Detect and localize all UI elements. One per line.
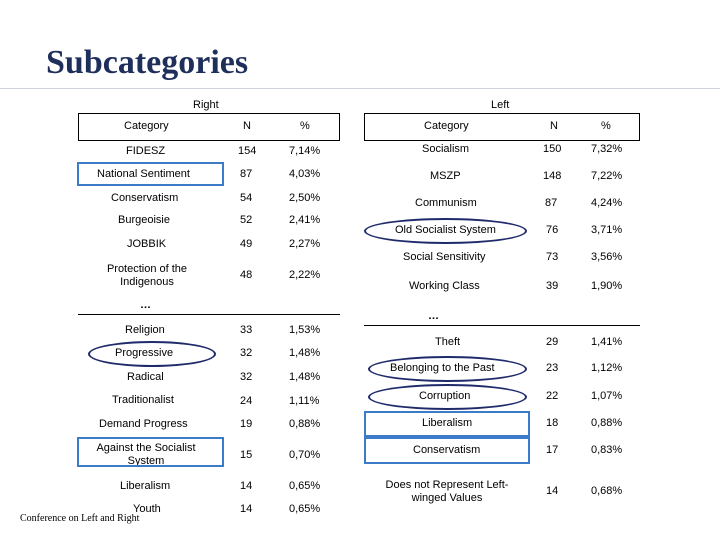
highlight-box-liberalism — [364, 411, 530, 437]
right-row-11-n: 24 — [240, 395, 253, 407]
left-row-10-n: 22 — [546, 390, 559, 402]
right-header-percent: % — [300, 120, 310, 132]
right-row-14-category: Liberalism — [120, 480, 171, 492]
right-row-9-category: Progressive — [115, 347, 174, 359]
left-row-2-category: MSZP — [430, 170, 461, 182]
left-row-9-pct: 1,12% — [591, 362, 623, 374]
left-header-category: Category — [424, 120, 469, 132]
left-row-6-n: 39 — [546, 280, 559, 292]
right-row-10-category: Radical — [127, 371, 164, 383]
right-row-5-category: JOBBIK — [127, 238, 167, 250]
highlight-ellipse-progressive — [88, 341, 216, 367]
right-row-5-pct: 2,27% — [289, 238, 321, 250]
right-row-1-n: 154 — [238, 145, 257, 157]
left-header-rule — [364, 140, 640, 141]
left-row-ellipsis: … — [428, 310, 439, 322]
left-row-10-pct: 1,07% — [591, 390, 623, 402]
right-row-5-n: 49 — [240, 238, 253, 250]
right-row-1-pct: 7,14% — [289, 145, 321, 157]
left-top-border — [364, 113, 640, 114]
right-row-9-n: 32 — [240, 347, 253, 359]
right-row-8-category: Religion — [125, 324, 165, 336]
highlight-box-against-socialist-system — [77, 437, 224, 467]
highlight-box-national-sentiment — [77, 162, 224, 186]
right-row-15-category: Youth — [133, 503, 161, 515]
right-row-6-pct: 2,22% — [289, 269, 321, 281]
right-row-2-category: National Sentiment — [97, 168, 190, 180]
right-row-13-category: Against the Socialist System — [96, 442, 196, 467]
right-row-14-n: 14 — [240, 480, 253, 492]
right-row-15-n: 14 — [240, 503, 253, 515]
right-row-8-n: 33 — [240, 324, 253, 336]
right-row-6-category: Protection of the Indigenous — [106, 263, 188, 288]
left-table-label: Left — [491, 99, 510, 111]
left-left-border — [364, 113, 365, 141]
right-row-14-pct: 0,65% — [289, 480, 321, 492]
left-row-1-n: 150 — [543, 143, 562, 155]
left-row-1-pct: 7,32% — [591, 143, 623, 155]
left-row-4-category: Old Socialist System — [395, 224, 496, 236]
right-row-3-n: 54 — [240, 192, 253, 204]
left-row-9-n: 23 — [546, 362, 559, 374]
right-row-6-n: 48 — [240, 269, 253, 281]
right-row-9-pct: 1,48% — [289, 347, 321, 359]
left-row-3-pct: 4,24% — [591, 197, 623, 209]
right-row-4-pct: 2,41% — [289, 214, 321, 226]
left-row-9-category: Belonging to the Past — [390, 362, 495, 374]
left-row-6-pct: 1,90% — [591, 280, 623, 292]
left-row-12-n: 17 — [546, 444, 559, 456]
left-row-4-n: 76 — [546, 224, 559, 236]
right-row-11-category: Traditionalist — [112, 394, 174, 406]
left-gap-rule — [364, 325, 640, 326]
right-header-n: N — [243, 120, 251, 132]
right-row-2-pct: 4,03% — [289, 168, 321, 180]
right-row-3-pct: 2,50% — [289, 192, 321, 204]
right-row-12-category: Demand Progress — [99, 418, 188, 430]
right-row-13-pct: 0,70% — [289, 449, 321, 461]
highlight-ellipse-old-socialist-system — [364, 218, 527, 244]
left-row-13-n: 14 — [546, 485, 559, 497]
left-row-2-pct: 7,22% — [591, 170, 623, 182]
right-row-4-n: 52 — [240, 214, 253, 226]
right-row-15-pct: 0,65% — [289, 503, 321, 515]
left-row-1-category: Socialism — [422, 143, 470, 155]
right-header-category: Category — [124, 120, 169, 132]
left-row-2-n: 148 — [543, 170, 562, 182]
left-header-n: N — [550, 120, 558, 132]
right-top-border — [78, 113, 340, 114]
left-row-13-category: Does not Represent Left-winged Values — [385, 479, 509, 504]
right-left-border — [78, 113, 79, 141]
right-row-13-n: 15 — [240, 449, 253, 461]
left-row-12-category: Conservatism — [413, 444, 481, 456]
right-row-10-n: 32 — [240, 371, 253, 383]
left-row-3-n: 87 — [545, 197, 558, 209]
highlight-box-conservatism — [364, 437, 530, 464]
right-row-12-pct: 0,88% — [289, 418, 321, 430]
right-row-12-n: 19 — [240, 418, 253, 430]
right-row-1-category: FIDESZ — [126, 145, 166, 157]
left-row-11-category: Liberalism — [422, 417, 473, 429]
left-row-10-category: Corruption — [419, 390, 471, 402]
right-gap-rule — [78, 314, 340, 315]
slide-footer: Conference on Left and Right — [20, 513, 140, 524]
right-row-2-n: 87 — [240, 168, 253, 180]
right-header-rule — [78, 140, 340, 141]
right-table-label: Right — [193, 99, 219, 111]
left-row-8-n: 29 — [546, 336, 559, 348]
right-row-10-pct: 1,48% — [289, 371, 321, 383]
right-row-11-pct: 1,11% — [289, 395, 320, 407]
slide-title: Subcategories — [46, 44, 249, 81]
title-divider — [0, 88, 720, 89]
right-row-ellipsis: … — [140, 299, 151, 311]
left-header-percent: % — [601, 120, 611, 132]
left-row-3-category: Communism — [415, 197, 477, 209]
left-row-6-category: Working Class — [409, 280, 480, 292]
left-row-5-pct: 3,56% — [591, 251, 623, 263]
left-row-5-category: Social Sensitivity — [403, 251, 486, 263]
left-row-4-pct: 3,71% — [591, 224, 623, 236]
left-row-12-pct: 0,83% — [591, 444, 623, 456]
left-right-border — [639, 113, 640, 141]
highlight-ellipse-corruption — [368, 384, 527, 410]
left-row-13-pct: 0,68% — [591, 485, 623, 497]
left-row-11-pct: 0,88% — [591, 417, 623, 429]
left-row-5-n: 73 — [546, 251, 559, 263]
left-row-11-n: 18 — [546, 417, 559, 429]
right-right-border — [339, 113, 340, 141]
right-row-3-category: Conservatism — [111, 192, 179, 204]
left-row-8-category: Theft — [435, 336, 461, 348]
left-row-8-pct: 1,41% — [591, 336, 623, 348]
highlight-ellipse-belonging-to-past — [368, 356, 527, 382]
right-row-8-pct: 1,53% — [289, 324, 321, 336]
right-row-4-category: Burgeoisie — [118, 214, 170, 226]
